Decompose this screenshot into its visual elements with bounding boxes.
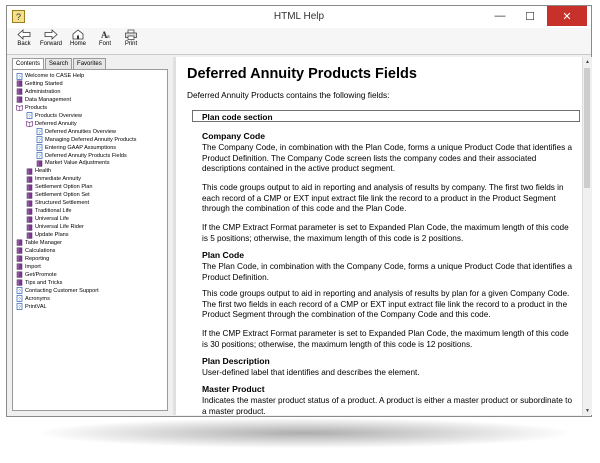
book-icon <box>26 232 33 239</box>
svg-text:?: ? <box>18 73 21 79</box>
title-bar[interactable] <box>7 6 591 28</box>
tree-item-label: Deferred Annuities Overview <box>45 128 116 135</box>
section-header <box>192 110 580 122</box>
tree-item-label: Universal Life <box>35 216 69 223</box>
book-open-icon <box>16 104 23 111</box>
tree-item[interactable] <box>26 120 77 128</box>
tree-item[interactable] <box>36 128 116 136</box>
svg-text:a: a <box>107 34 110 40</box>
tree-item[interactable] <box>16 263 41 271</box>
svg-text:?: ? <box>38 153 41 159</box>
toolbar <box>7 28 591 55</box>
tree-item[interactable] <box>16 247 55 255</box>
section-title: Plan code section <box>202 112 273 122</box>
book-icon <box>16 88 23 95</box>
tree-item[interactable] <box>16 271 57 279</box>
tree-item-label: Entering GAAP Assumptions <box>45 144 117 151</box>
forward-label: Forward <box>39 41 62 47</box>
help-window <box>6 5 592 417</box>
plan-code-heading: Plan Code <box>202 250 245 260</box>
tree-item[interactable] <box>16 88 60 96</box>
home-button[interactable] <box>64 29 92 47</box>
tree-item[interactable] <box>16 96 71 104</box>
tree-item[interactable] <box>26 167 51 175</box>
book-icon <box>16 255 23 262</box>
tree-item[interactable] <box>36 152 127 160</box>
book-icon <box>26 216 33 223</box>
home-label: Home <box>69 41 86 47</box>
tree-item[interactable] <box>16 303 47 311</box>
master-product-paragraph: Indicates the master product status of a product. A product is either a master product or subordinate to a master product. <box>202 396 573 415</box>
tree-item-label: Getting Started <box>25 80 63 87</box>
page-icon <box>36 128 43 135</box>
page-icon <box>16 303 23 310</box>
printer-icon <box>124 29 138 40</box>
navigation-pane <box>10 57 173 415</box>
tree-item-label: Reporting <box>25 255 50 262</box>
font-icon <box>98 29 112 40</box>
svg-text:?: ? <box>18 296 21 302</box>
print-button[interactable] <box>117 29 145 47</box>
maximize-button[interactable]: ☐ <box>525 10 535 23</box>
tab-contents[interactable]: Contents <box>12 58 44 70</box>
page-icon <box>36 136 43 143</box>
page-icon <box>36 144 43 151</box>
tree-item-label: Contacting Customer Support <box>25 287 99 294</box>
tree-item-label: Calculations <box>25 247 56 254</box>
page-title: Deferred Annuity Products Fields <box>187 66 417 82</box>
book-icon <box>26 200 33 207</box>
close-button[interactable]: ✕ <box>547 6 587 26</box>
tree-item-label: Deferred Annuity <box>35 120 77 127</box>
tree-item-label: Managing Deferred Annuity Products <box>45 136 137 143</box>
tree-item[interactable] <box>26 175 81 183</box>
minimize-button[interactable]: — <box>494 10 506 22</box>
page-icon <box>36 152 43 159</box>
forward-button[interactable] <box>37 29 65 47</box>
print-label: Print <box>124 41 138 47</box>
tree-item-label: Administration <box>25 88 61 95</box>
page-icon <box>26 112 33 119</box>
tab-search[interactable]: Search <box>45 58 72 70</box>
tree-item[interactable] <box>16 255 49 263</box>
company-code-paragraph-3: If the CMP Extract Format parameter is set to Expanded Plan Code, the maximum length of this code is 5 positions; otherwise, the maximum length of this code is 2 positions. <box>202 223 569 243</box>
tree-item[interactable] <box>16 279 62 287</box>
page-icon <box>16 73 23 80</box>
tree-item[interactable] <box>16 104 47 112</box>
page-icon <box>16 287 23 294</box>
page-icon <box>16 295 23 302</box>
book-icon <box>16 279 23 286</box>
book-icon <box>26 192 33 199</box>
window-shadow <box>40 418 570 448</box>
svg-text:?: ? <box>15 12 22 22</box>
scroll-thumb[interactable] <box>584 68 590 188</box>
tree-item[interactable] <box>26 183 93 191</box>
tree-item-label: Settlement Option Set <box>35 192 90 199</box>
svg-text:A: A <box>101 30 108 40</box>
scroll-up-arrow-icon[interactable]: ▲ <box>585 58 590 65</box>
tree-item-label: Products Overview <box>35 112 82 119</box>
tree-item-label: Tips and Tricks <box>25 279 63 286</box>
plan-code-paragraph-3: If the CMP Extract Format parameter is set to Expanded Plan Code, the maximum length of this code is 30 positions; otherwise, the maximum length of this code is 12 positions. <box>202 329 569 349</box>
tree-item[interactable] <box>16 239 62 247</box>
svg-text:?: ? <box>38 137 41 143</box>
contents-tree <box>12 69 168 411</box>
tree-item-label: Acronyms <box>25 295 50 302</box>
book-icon <box>16 247 23 254</box>
topic-content <box>176 57 582 415</box>
company-code-heading: Company Code <box>202 131 266 141</box>
book-icon <box>26 184 33 191</box>
tree-item-label: Settlement Option Plan <box>35 184 93 191</box>
svg-text:?: ? <box>18 304 21 310</box>
svg-text:?: ? <box>18 288 21 294</box>
tree-item-label: Health <box>35 168 52 175</box>
font-label: Font <box>98 41 111 47</box>
font-button[interactable] <box>91 29 119 47</box>
tree-item[interactable] <box>26 231 69 239</box>
intro-text: Deferred Annuity Products contains the following fields: <box>187 90 390 100</box>
tree-item-label: Deferred Annuity Products Fields <box>45 152 127 159</box>
tree-item[interactable] <box>26 199 89 207</box>
tree-item[interactable] <box>26 112 82 120</box>
book-open-icon <box>26 120 33 127</box>
scroll-down-arrow-icon[interactable]: ▼ <box>585 407 590 414</box>
tree-item-label: Import <box>25 263 41 270</box>
tree-item[interactable] <box>36 136 136 144</box>
back-label: Back <box>17 41 31 47</box>
tab-favorites[interactable]: Favorites <box>73 58 106 70</box>
tree-item[interactable] <box>26 207 71 215</box>
tree-item[interactable] <box>16 80 63 88</box>
tree-item-label: Universal Life Rider <box>35 224 84 231</box>
nav-tabs <box>12 58 107 69</box>
book-icon <box>26 168 33 175</box>
tree-item[interactable] <box>36 159 110 167</box>
window-title: HTML Help <box>273 11 325 22</box>
tree-item-label: Get/Promote <box>25 271 57 278</box>
tree-item[interactable] <box>36 144 116 152</box>
svg-text:?: ? <box>28 113 31 119</box>
svg-text:?: ? <box>38 129 41 135</box>
home-icon <box>71 29 85 40</box>
tree-item[interactable] <box>16 295 50 303</box>
plan-code-paragraph-2: This code groups output to aid in reporting and analysis of results by plan for a given Company Code. The first two fields in each record of a CMP or EXT input extract file link the record to a product in the Product Segment through the combination of the Company Code and this code. <box>202 289 570 319</box>
plan-code-paragraph-1: The Plan Code, in combination with the Company Code, forms a unique Product Code that identifies a Product Definition. <box>202 262 573 282</box>
tree-item-label: Table Manager <box>25 239 63 246</box>
tree-item-label: Welcome to CASE Help <box>25 73 85 79</box>
tree-item-label: Market Value Adjustments <box>45 160 110 167</box>
tree-item[interactable] <box>26 215 69 223</box>
tree-item[interactable] <box>26 223 84 231</box>
content-scrollbar[interactable] <box>582 57 592 415</box>
plan-description-paragraph: User-defined label that identifies and describes the element. <box>202 368 420 377</box>
tree-item[interactable] <box>26 191 90 199</box>
book-icon <box>26 208 33 215</box>
company-code-paragraph-1: The Company Code, in combination with the Plan Code, forms a unique Product Code that identifies a Product Definition. The Company Code screen lists the company codes and their associated descriptions contained in the active product segment. <box>202 143 573 173</box>
book-icon <box>16 271 23 278</box>
tree-item-label: Products <box>25 104 48 111</box>
tree-item-label: Traditional Life <box>35 208 72 215</box>
back-button[interactable] <box>10 29 38 47</box>
tree-item-label: Data Management <box>25 96 72 103</box>
book-icon <box>16 263 23 270</box>
book-icon <box>16 239 23 246</box>
tree-item-label: Immediate Annuity <box>35 176 82 183</box>
svg-text:?: ? <box>38 145 41 151</box>
book-icon <box>16 80 23 87</box>
book-icon <box>16 96 23 103</box>
forward-arrow-icon <box>44 29 58 40</box>
tree-item-label: Update Plans <box>35 232 69 238</box>
book-icon <box>26 224 33 231</box>
master-product-heading: Master Product <box>202 384 265 394</box>
plan-description-heading: Plan Description <box>202 356 270 366</box>
company-code-paragraph-2: This code groups output to aid in reporting and analysis of results by company. The first two fields in each record of a CMP or EXT input extract file link the record to a product in the Product Segment through the combination of this code and the Plan Code. <box>202 183 564 213</box>
tree-item-label: Structured Settlement <box>35 200 90 207</box>
book-icon <box>26 176 33 183</box>
tree-item[interactable] <box>16 72 84 80</box>
book-icon <box>36 160 43 167</box>
back-arrow-icon <box>17 29 31 40</box>
tree-item-label: PrintVAL <box>25 303 47 310</box>
tree-item[interactable] <box>16 287 99 295</box>
